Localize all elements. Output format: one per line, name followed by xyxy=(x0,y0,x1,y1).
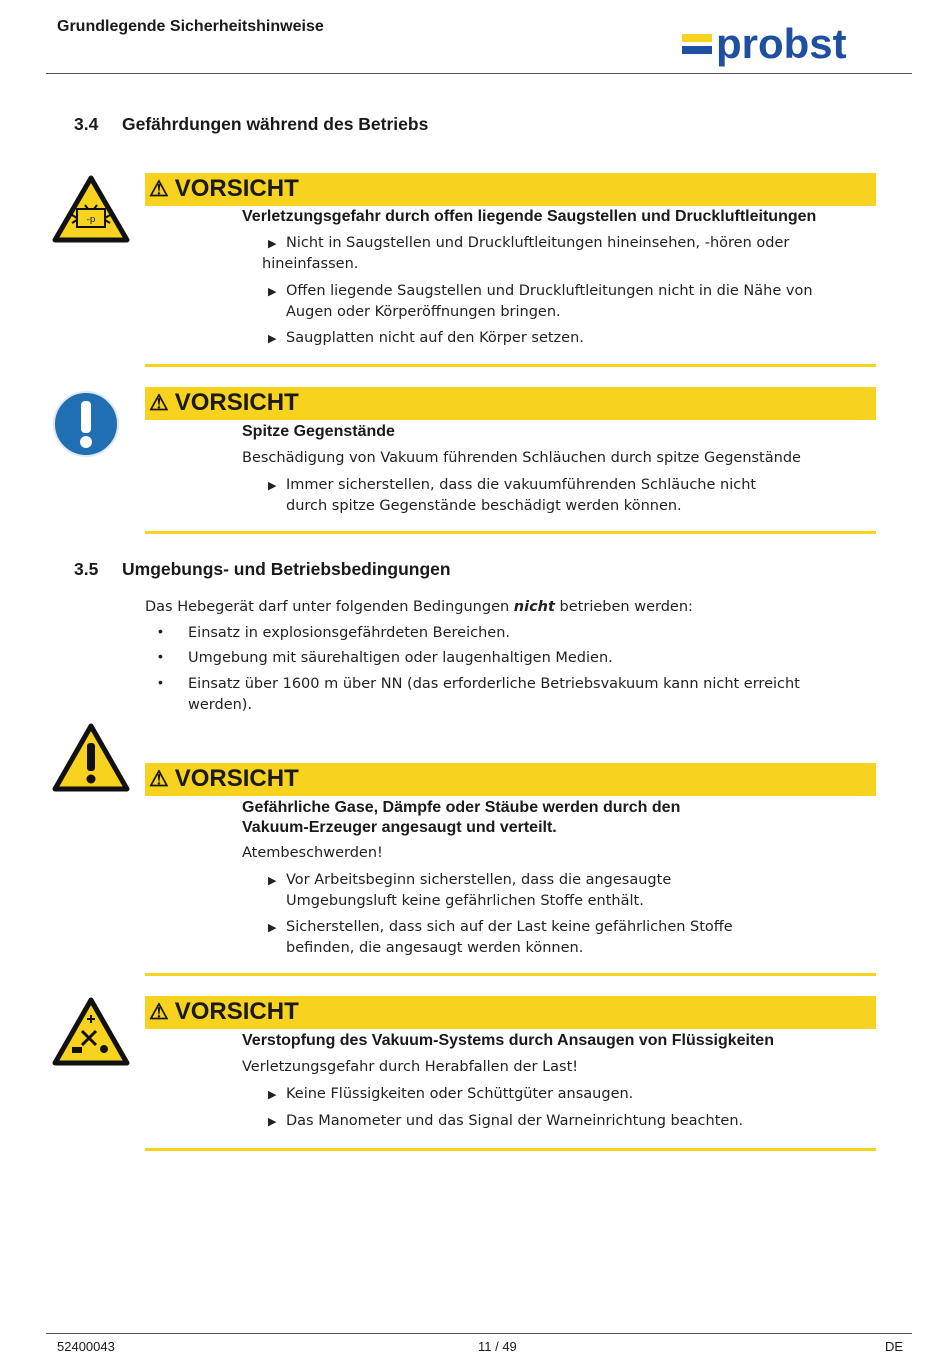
instruction-step: ▶ Vor Arbeitsbeginn sicherstellen, dass die angesaugte Umgebungsluft keine gefährlichen Stoffe enthält. xyxy=(268,872,672,909)
falling-load-warning-sign xyxy=(52,997,130,1067)
warning-end-rule xyxy=(145,973,876,976)
instruction-step: ▶ Nicht in Saugstellen und Druckluftleitungen hineinsehen, -hören oder xyxy=(268,233,789,254)
arrow-right-icon: ▶ xyxy=(268,332,277,345)
instruction-step: ▶ Offen liegende Saugstellen und Druckluftleitungen nicht in die Nähe von Augen oder Körperöffnungen bringen. xyxy=(268,283,813,320)
mandatory-action-sign xyxy=(52,390,120,458)
warning-triangle-icon: ⚠ xyxy=(149,999,169,1024)
bullet-dot: • xyxy=(158,674,163,690)
arrow-right-icon: ▶ xyxy=(268,1115,277,1128)
instruction-step-continuation: hineinfassen. xyxy=(262,256,359,272)
arrow-right-icon: ▶ xyxy=(268,1088,277,1101)
warning-heading: Spitze Gegenstände xyxy=(242,423,395,440)
svg-text:probst: probst xyxy=(716,22,847,67)
warning-heading: Verstopfung des Vakuum-Systems durch Ansaugen von Flüssigkeiten xyxy=(242,1032,774,1049)
vacuum-suction-warning-sign xyxy=(52,175,130,243)
instruction-step: ▶ Immer sicherstellen, dass die vakuumführenden Schläuche nicht durch spitze Gegenstände beschädigt werden können. xyxy=(268,477,757,514)
warning-heading: Verletzungsgefahr durch offen liegende Saugstellen und Druckluftleitungen xyxy=(242,208,817,225)
document-number: 52400043 xyxy=(57,1339,115,1354)
section-intro: Das Hebegerät darf unter folgenden Bedingungen nicht betrieben werden: xyxy=(145,599,693,615)
warning-description: Verletzungsgefahr durch Herabfallen der Last! xyxy=(242,1059,579,1075)
page-number: 11 / 49 xyxy=(478,1339,517,1354)
bullet-dot: • xyxy=(158,623,163,639)
warning-triangle-icon: ⚠ xyxy=(149,390,169,415)
arrow-right-icon: ▶ xyxy=(268,237,277,250)
list-item: Umgebung mit säurehaltigen oder laugenhaltigen Medien. xyxy=(188,650,613,666)
warning-triangle-icon: ⚠ xyxy=(149,766,169,791)
section-title: Gefährdungen während des Betriebs xyxy=(122,114,429,134)
warning-description: Atembeschwerden! xyxy=(242,845,383,861)
footer-divider xyxy=(46,1333,912,1334)
list-item: Einsatz in explosionsgefährdeten Bereichen. xyxy=(188,625,510,641)
warning-banner: ⚠ VORSICHT xyxy=(145,763,876,796)
warning-description: Beschädigung von Vakuum führenden Schläuchen durch spitze Gegenstände xyxy=(242,450,801,466)
instruction-step: ▶ Sicherstellen, dass sich auf der Last keine gefährlichen Stoffe befinden, die angesaugt werden können. xyxy=(268,919,733,956)
bullet-dot: • xyxy=(158,648,163,664)
header-divider xyxy=(46,73,912,74)
instruction-step: ▶ Keine Flüssigkeiten oder Schüttgüter ansaugen. xyxy=(268,1084,633,1105)
general-warning-sign xyxy=(52,723,130,793)
probst-logo xyxy=(680,22,905,70)
warning-banner: ⚠ VORSICHT xyxy=(145,996,876,1029)
warning-end-rule xyxy=(145,531,876,534)
warning-triangle-icon: ⚠ xyxy=(149,176,169,201)
instruction-step: ▶ Saugplatten nicht auf den Körper setzen. xyxy=(268,328,584,349)
running-header: Grundlegende Sicherheitshinweise xyxy=(57,18,324,35)
warning-banner: ⚠ VORSICHT xyxy=(145,387,876,420)
arrow-right-icon: ▶ xyxy=(268,921,277,934)
language-code: DE xyxy=(885,1339,904,1354)
list-item: Einsatz über 1600 m über NN (das erforderliche Betriebsvakuum kann nicht erreicht werden). xyxy=(188,676,800,713)
warning-banner: ⚠ VORSICHT xyxy=(145,173,876,206)
instruction-step: ▶ Das Manometer und das Signal der Warneinrichtung beachten. xyxy=(268,1111,743,1132)
warning-end-rule xyxy=(145,364,876,367)
section-number: 3.5 xyxy=(74,559,99,579)
svg-text:-p: -p xyxy=(86,215,96,225)
section-number: 3.4 xyxy=(74,114,99,134)
arrow-right-icon: ▶ xyxy=(268,479,277,492)
warning-heading: Gefährliche Gase, Dämpfe oder Stäube werden durch den Vakuum-Erzeuger angesaugt und verteilt. xyxy=(242,799,681,836)
warning-end-rule xyxy=(145,1148,876,1151)
arrow-right-icon: ▶ xyxy=(268,874,277,887)
arrow-right-icon: ▶ xyxy=(268,285,277,298)
section-title: Umgebungs- und Betriebsbedingungen xyxy=(122,559,451,579)
